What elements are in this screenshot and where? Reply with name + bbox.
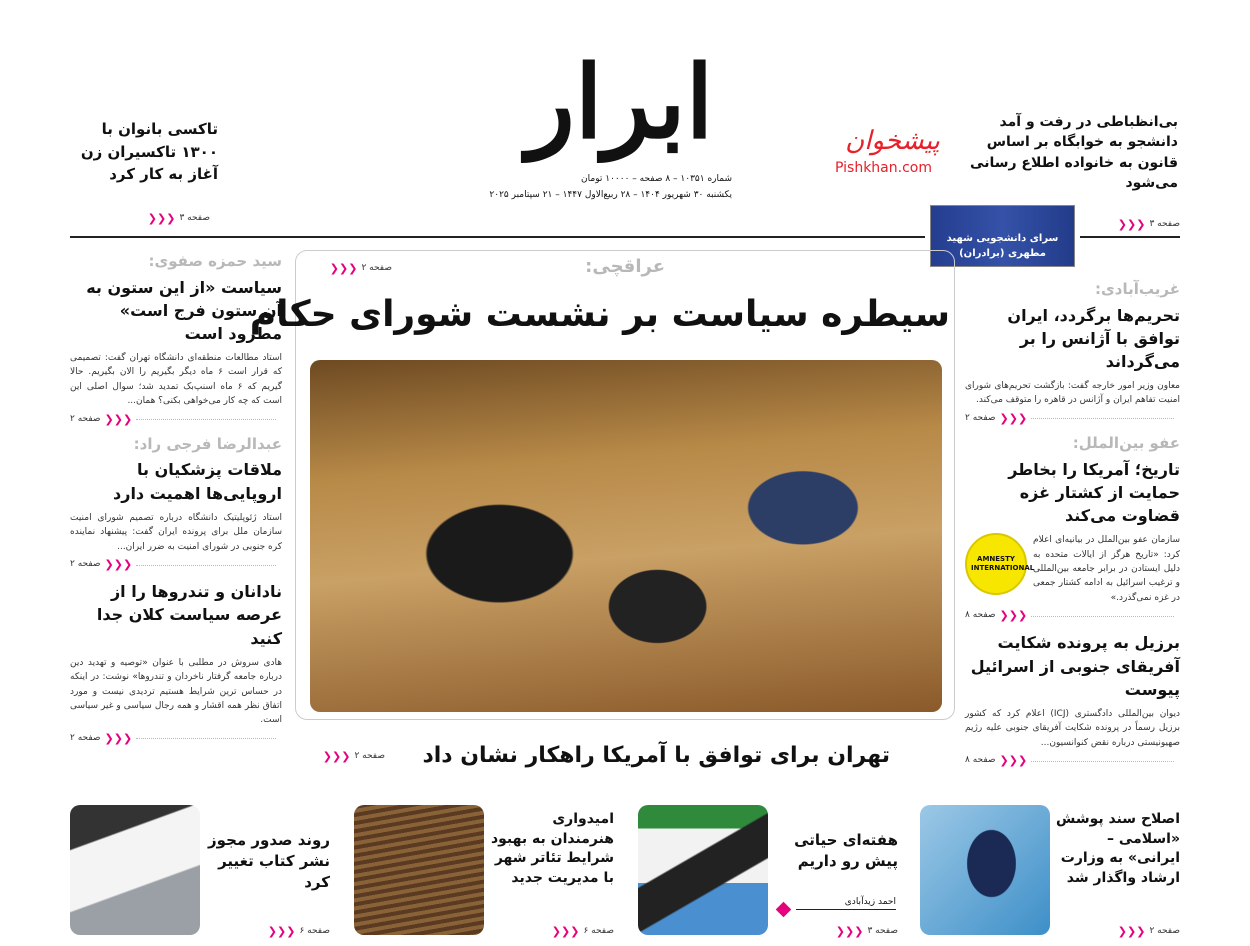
chevron-icon: ❮❮❮ (835, 925, 864, 938)
hijab-photo (920, 805, 1050, 935)
chevron-icon: ❮❮❮ (1117, 925, 1146, 938)
masthead-logo: ابرار (526, 43, 714, 161)
page-ref[interactable] (965, 754, 1180, 768)
page-label: صفحه ۲ (965, 413, 996, 424)
author: احمد زیدآبادی (796, 897, 896, 910)
theatre-photo (354, 805, 484, 935)
headline: روند صدور مجوز نشر کتاب تغییر کرد (208, 831, 330, 891)
page-label: صفحه ۳ (867, 926, 898, 937)
page-ref[interactable] (312, 262, 392, 276)
page-ref[interactable] (70, 413, 282, 427)
chevron-icon: ❮❮❮ (104, 731, 133, 745)
issue-date: یکشنبه ۳۰ شهریور ۱۴۰۴ – ۲۸ ربیع‌الاول ۱۴۴۷ – ۲۱ سپتامبر ۲۰۲۵ (489, 190, 732, 200)
summary: هادی سروش در مطلبی با عنوان «توصیه و تهدید دین درباره جامعه گرفتار ناخردان و تندروها» نوشت: در اینکه در حساس ترین شرایط هستیم تردیدی نیست و مورد اتفاق نظر همه اقشار و همه رجال سیاسی و غیر سیاسی است. (70, 657, 282, 726)
summary: استاد ژئوپلیتیک دانشگاه درباره تصمیم شورای امنیت سازمان ملل برای پرونده ایران گفت: پیشنهاد نماینده کره جنوبی در شورای امنیت به ضرر ایران... (70, 512, 282, 552)
page-label: صفحه ۸ (965, 755, 996, 766)
news-item[interactable] (70, 435, 282, 572)
page-ref[interactable] (965, 609, 1180, 623)
headline[interactable]: تاریخ؛ آمریکا را بخاطر حمایت از کشتار غزه قضاوت می‌کند (1008, 459, 1180, 526)
news-item[interactable] (965, 631, 1180, 768)
amnesty-badge-icon (965, 533, 1035, 595)
chevron-icon: ❮❮❮ (1117, 218, 1146, 231)
kicker: عفو بین‌الملل: (1072, 434, 1180, 453)
chevron-icon: ❮❮❮ (104, 557, 133, 571)
teaser-headline[interactable]: تاکسی بانوان با ۱۳۰۰ تاکسیران زن آغاز به کار کرد (80, 120, 218, 183)
chevron-icon: ❮❮❮ (551, 925, 580, 938)
chevron-icon: ❮❮❮ (322, 750, 351, 763)
summary: معاون وزیر امور خارجه گفت: بازگشت تحریم‌های شورای امنیت تفاهم ایران و آژانس در قاهره را متوقف می‌کند. (965, 381, 1180, 406)
watermark-logo: پیشخوان Pishkhan.com (835, 126, 940, 176)
summary: سازمان عفو بین‌الملل در بیانیه‌ای اعلام کرد: «تاریخ هرگز از ایالات متحده به دلیل ایستادن در برابر جامعه بین‌المللی و ترغیب اسرائیل به ادامه کشتار جمعی در غزه نمی‌گذرد.» (1033, 535, 1180, 603)
chevron-icon: ❮❮❮ (999, 411, 1028, 425)
news-item[interactable] (965, 434, 1180, 623)
headline[interactable]: نادانان و تندروها را از عرصه سیاست کلان جدا کنید (96, 582, 282, 648)
sign-text: سرای دانشجویی شهید مطهری (برادران) (946, 233, 1059, 259)
divider (1031, 761, 1174, 762)
book-printing-photo (70, 805, 200, 935)
kicker: عبدالرضا فرجی راد: (133, 434, 282, 453)
chevron-icon: ❮❮❮ (267, 925, 296, 938)
main-photo-press-cameras (310, 360, 942, 712)
page-ref[interactable] (310, 750, 385, 764)
author-diamond-icon (776, 902, 792, 918)
page-ref[interactable] (70, 558, 282, 572)
divider (1031, 418, 1174, 419)
sub-headline[interactable]: تهران برای توافق با آمریکا راهکار نشان داد (422, 743, 890, 768)
summary: استاد مطالعات منطقه‌ای دانشگاه تهران گفت: تصمیمی که قرار است ۶ ماه دیگر بگیریم را الان بگیریم. حالا گیریم که ۶ ماه اسنپ‌بک تمدید شد؛ سوال اصلی این است که چه کار می‌خواهی بکنی؟ همان... (70, 353, 282, 407)
page-label: صفحه ۲ (361, 263, 392, 274)
issue-info: شماره ۱۰۳۵۱ – ۸ صفحه – ۱۰۰۰۰ تومان (581, 174, 732, 184)
teaser-headline[interactable]: بی‌انظباطی در رفت و آمد دانشجو به خوابگاه بر اساس قانون به خانواده اطلاع رسانی می‌شود (970, 114, 1178, 191)
page-ref[interactable] (70, 212, 210, 226)
page-label: صفحه ۲ (70, 559, 101, 570)
page-label: صفحه ۲ (70, 413, 101, 424)
chevron-icon: ❮❮❮ (999, 754, 1028, 768)
kicker: غریب‌آبادی: (1095, 280, 1180, 298)
chevron-icon: ❮❮❮ (147, 212, 176, 225)
main-kicker: عراقچی: (585, 256, 665, 277)
page-label: صفحه ۶ (583, 926, 614, 937)
page-ref[interactable] (70, 732, 282, 746)
headline: امیدواری هنرمندان به بهبود شرایط تئاتر شهر با مدیریت جدید (490, 811, 614, 886)
masthead-rule-right (1080, 236, 1180, 238)
bottom-item[interactable] (354, 805, 619, 940)
page-label: صفحه ۳ (179, 213, 210, 224)
page-label: صفحه ۳ (1149, 219, 1180, 230)
page-ref[interactable] (965, 412, 1180, 426)
news-item[interactable] (70, 252, 282, 427)
masthead-rule (70, 236, 925, 238)
main-headline[interactable]: سیطره سیاست بر نشست شورای حکام (249, 294, 950, 335)
page-ref[interactable] (1055, 925, 1180, 939)
bottom-item[interactable] (920, 805, 1180, 940)
chevron-icon: ❮❮❮ (999, 609, 1028, 623)
headline[interactable]: سیاست «از این ستون به آن ستون فرج است» مطرود است (86, 277, 282, 343)
bottom-item[interactable] (70, 805, 335, 940)
divider (136, 738, 276, 739)
bottom-item[interactable] (638, 805, 903, 940)
divider (136, 565, 276, 566)
news-item[interactable] (70, 580, 282, 746)
divider (136, 419, 276, 420)
summary: دیوان بین‌المللی دادگستری (ICJ) اعلام کرد که کشور برزیل رسماً در پرونده شکایت آفریقای جنوبی علیه رژیم صهیونیستی درباره نقض کنوانسیون... (965, 709, 1180, 748)
chevron-icon: ❮❮❮ (329, 262, 358, 275)
page-ref[interactable] (489, 925, 614, 939)
amnesty-badge-text: AMNESTY INTERNATIONAL (971, 555, 1035, 573)
page-ref[interactable] (205, 925, 330, 939)
page-label: صفحه ۲ (1149, 926, 1180, 937)
divider (1031, 616, 1174, 617)
chevron-icon: ❮❮❮ (104, 412, 133, 426)
page-ref[interactable] (773, 925, 898, 939)
right-column (965, 280, 1180, 776)
headline[interactable]: تحریم‌ها برگردد، ایران توافق با آژانس را بر می‌گرداند (1007, 305, 1180, 371)
page-ref[interactable] (1110, 218, 1180, 232)
page-label: صفحه ۶ (299, 926, 330, 937)
summary-with-badge (965, 533, 1180, 605)
page-label: صفحه ۲ (70, 733, 101, 744)
headline[interactable]: برزیل به پرونده شکایت آفریقای جنوبی از اسرائیل پیوست (970, 633, 1180, 699)
page-label: صفحه ۲ (354, 751, 385, 762)
news-item[interactable] (965, 280, 1180, 426)
headline[interactable]: ملاقات پزشکیان با اروپایی‌ها اهمیت دارد (113, 460, 282, 503)
kicker: سید حمزه صفوی: (148, 252, 282, 270)
headline: اصلاح سند پوشش «اسلامی – ایرانی» به وزارت ارشاد واگذار شد (1056, 811, 1180, 886)
pistol-flag-photo (638, 805, 768, 935)
headline: هفته‌ای حیاتی پیش رو داریم (794, 831, 898, 870)
page-label: صفحه ۸ (965, 610, 996, 621)
